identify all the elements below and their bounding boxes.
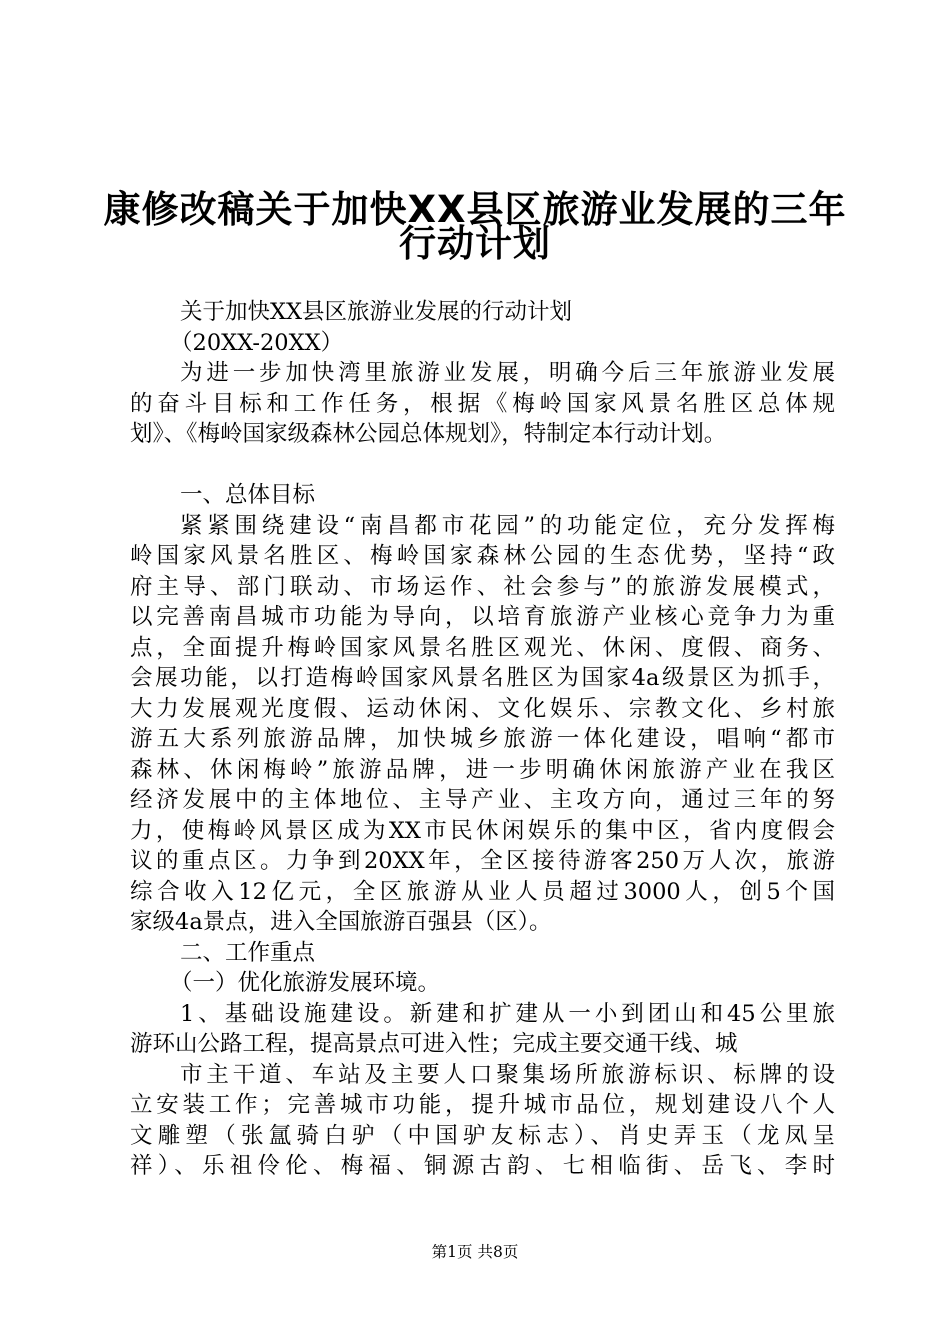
paragraph-line: 划》、《梅岭国家级森林公园总体规划》，特制定本行动计划。 <box>130 421 727 447</box>
document-title-line-2: 行动计划 <box>399 222 551 265</box>
section-heading: 一、总体目标 <box>180 482 316 508</box>
paragraph-line: 游环山公路工程，提高景点可进入性；完成主要交通干线、城 <box>130 1031 738 1057</box>
paragraph-line: 综合收入12亿元，全区旅游从业人员超过3000人，创5个国 <box>130 878 835 905</box>
paragraph-line: 森林、休闲梅岭”旅游品牌，进一步明确休闲旅游产业在我区 <box>130 756 835 783</box>
paragraph-line: 为进一步加快湾里旅游业发展，明确今后三年旅游业发展 <box>180 360 835 386</box>
paragraph-line: 1、基础设施建设。新建和扩建从一小到团山和45公里旅 <box>180 1000 835 1027</box>
paragraph-line: 经济发展中的主体地位、主导产业、主攻方向，通过三年的努 <box>130 787 835 813</box>
paragraph-line: 点，全面提升梅岭国家风景名胜区观光、休闲、度假、商务、 <box>130 634 835 661</box>
paragraph-line: 大力发展观光度假、运动休闲、文化娱乐、宗教文化、乡村旅 <box>130 695 835 722</box>
paragraph-line: 府主导、部门联动、市场运作、社会参与”的旅游发展模式， <box>130 573 835 600</box>
subtitle-years: （20XX-20XX） <box>170 329 344 356</box>
paragraph-line: 岭国家风景名胜区、梅岭国家森林公园的生态优势，坚持“政 <box>130 543 835 569</box>
paragraph-line: 议的重点区。力争到20XX年，全区接待游客250万人次，旅游 <box>130 848 835 874</box>
paragraph-line: 紧紧围绕建设“南昌都市花园”的功能定位，充分发挥梅 <box>180 512 835 539</box>
blank-line <box>130 450 835 481</box>
paragraph-line: 家级4a景点，进入全国旅游百强县（区）。 <box>130 909 552 935</box>
paragraph-line: 力，使梅岭风景区成为XX市民休闲娱乐的集中区，省内度假会 <box>130 817 835 844</box>
paragraph-line: 以完善南昌城市功能为导向，以培育旅游产业核心竞争力为重 <box>130 604 835 630</box>
paragraph-line: 的奋斗目标和工作任务，根据《梅岭国家风景名胜区总体规 <box>130 390 835 417</box>
subtitle: 关于加快XX县区旅游业发展的行动计划 <box>180 299 573 325</box>
paragraph-line: 市主干道、车站及主要人口聚集场所旅游标识、标牌的设 <box>180 1061 835 1088</box>
paragraph-line: 立安装工作；完善城市功能，提升城市品位，规划建设八个人 <box>130 1092 835 1118</box>
paragraph-line: 祥）、乐祖伶伦、梅福、铜源古韵、七相临街、岳飞、李时 <box>130 1153 835 1179</box>
document-body <box>130 297 835 1182</box>
document-title-line-1: 康修改稿关于加快XX县区旅游业发展的三年 <box>103 188 847 231</box>
paragraph-line: 游五大系列旅游品牌，加快城乡旅游一体化建设，唱响“都市 <box>130 726 835 752</box>
page-number-footer: 第1页 共8页 <box>431 1243 519 1261</box>
paragraph-line: 文雕塑（张氲骑白驴（中国驴友标志）、肖史弄玉（龙凤呈 <box>130 1122 835 1149</box>
section-heading: 二、工作重点 <box>180 939 316 966</box>
subsection-heading: （一）优化旅游发展环境。 <box>170 970 441 996</box>
paragraph-line: 会展功能，以打造梅岭国家风景名胜区为国家4a级景区为抓手， <box>130 665 835 691</box>
